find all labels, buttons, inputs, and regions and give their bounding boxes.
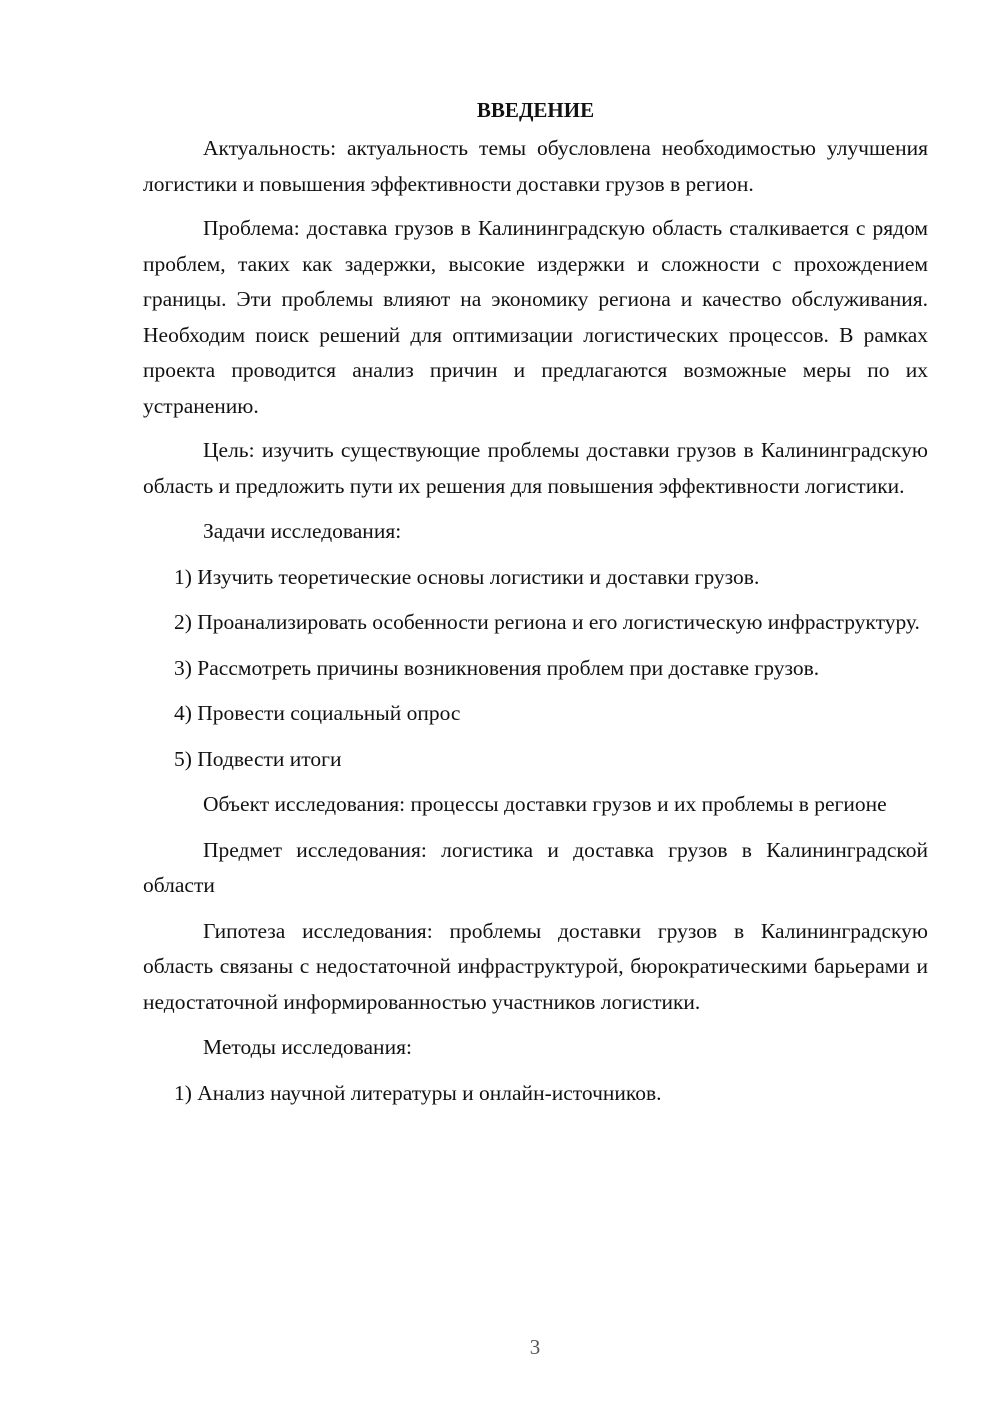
task-item-1: 1) Изучить теоретические основы логистики и доставки грузов. xyxy=(174,564,760,589)
document-page xyxy=(143,95,928,1111)
task-item-5: 5) Подвести итоги xyxy=(174,746,342,771)
tasks-heading: Задачи исследования: xyxy=(203,519,402,543)
method-item-1: 1) Анализ научной литературы и онлайн-источников. xyxy=(174,1080,662,1105)
task-item-3: 3) Рассмотреть причины возникновения проблем при доставке грузов. xyxy=(174,655,820,680)
paragraph-goal: Цель: изучить существующие проблемы доставки грузов в Калининградскую область и предложить пути их решения для повышения эффективности логистики. xyxy=(143,438,928,498)
document-title: ВВЕДЕНИЕ xyxy=(476,98,595,122)
task-item-4: 4) Провести социальный опрос xyxy=(174,701,461,725)
page-number: 3 xyxy=(529,1335,541,1359)
paragraph-relevance: Актуальность: актуальность темы обусловлена необходимостью улучшения логистики и повышения эффективности доставки грузов в регион. xyxy=(143,136,928,196)
paragraph-hypothesis: Гипотеза исследования: проблемы доставки грузов в Калининградскую область связаны с недостаточной инфраструктурой, бюрократическими барьерами и недостаточной информированностью участников логистики. xyxy=(143,918,928,1014)
task-item-2: 2) Проанализировать особенности региона и его логистическую инфраструктуру. xyxy=(174,610,920,634)
paragraph-problem: Проблема: доставка грузов в Калининградскую область сталкивается с рядом проблем, таких как задержки, высокие издержки и сложности с прохождением границы. Эти проблемы влияют на экономику региона и качество обслуживания. Необходим поиск решений для оптимизации логистических процессов. В рамках проекта проводится анализ причин и предлагаются возможные меры по их устранению. xyxy=(143,216,928,418)
methods-heading: Методы исследования: xyxy=(203,1035,412,1059)
paragraph-subject: Предмет исследования: логистика и доставка грузов в Калининградской области xyxy=(143,837,928,897)
paragraph-object: Объект исследования: процессы доставки грузов и их проблемы в регионе xyxy=(203,792,887,816)
